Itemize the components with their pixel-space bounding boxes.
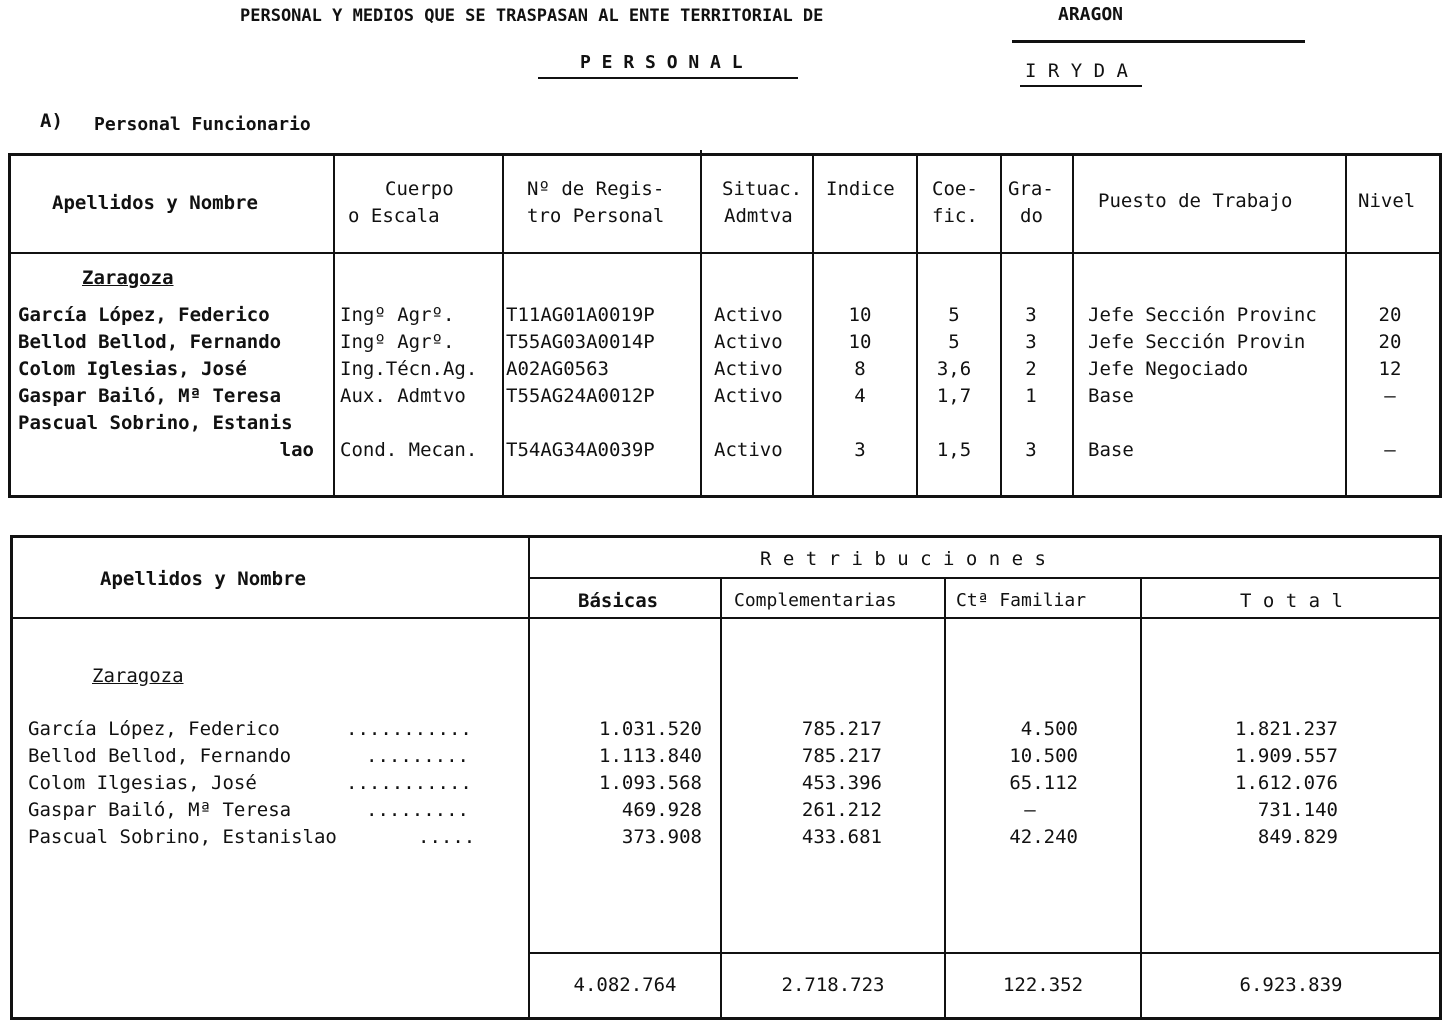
col-divider	[812, 155, 814, 496]
col-header-nivel: Nivel	[1358, 190, 1416, 212]
row-total: 1.612.076	[1235, 772, 1338, 794]
row-nivel: 20	[1378, 304, 1402, 326]
personnel-header-divider	[8, 252, 1442, 254]
row-indice: 10	[848, 304, 872, 326]
col-divider	[333, 155, 335, 496]
row-puesto: Jefe Negociado	[1088, 358, 1249, 380]
col-header-grado: Gra-	[1008, 178, 1054, 200]
total-total: 6.923.839	[1239, 974, 1343, 996]
row-nombre: Pascual Sobrino, Estanis	[18, 412, 293, 434]
row-nombre: Bellod Bellod, Fernando	[18, 331, 282, 353]
section-underline	[538, 77, 798, 79]
col-header-situacion-2: Admtva	[724, 205, 793, 227]
row-indice: 3	[854, 439, 866, 461]
section-heading: P E R S O N A L	[580, 52, 743, 73]
row-cuerpo: Ingº Agrº.	[340, 331, 455, 353]
region-underline	[1012, 40, 1305, 43]
row-puesto: Jefe Sección Provin	[1088, 331, 1306, 353]
row-registro: A02AG0563	[506, 358, 609, 380]
row-nombre: Pascual Sobrino, Estanislao	[28, 826, 337, 848]
row-registro: T54AG34A0039P	[506, 439, 655, 461]
row-complementarias: 433.681	[801, 826, 882, 848]
col-header-situacion: Situac.	[722, 178, 803, 200]
row-nivel: 12	[1378, 358, 1402, 380]
document-title: PERSONAL Y MEDIOS QUE SE TRASPASAN AL ENTE TERRITORIAL DE	[240, 6, 824, 26]
row-basicas: 373.908	[621, 826, 702, 848]
row-nombre: Colom Iglesias, José	[18, 358, 247, 380]
row-situacion: Activo	[714, 358, 783, 380]
col-header-coeficiente-2: fic.	[932, 205, 978, 227]
row-dots: .........	[366, 799, 469, 821]
row-nombre-cont: lao	[279, 439, 314, 461]
row-grado: 1	[1025, 385, 1037, 407]
row-cuerpo: Ingº Agrº.	[340, 304, 455, 326]
row-puesto: Base	[1088, 385, 1134, 407]
row-nombre: García López, Federico	[28, 718, 280, 740]
row-coeficiente: 3,6	[936, 358, 972, 380]
col-header-registro: Nº de Regis-	[527, 178, 665, 200]
row-total: 849.829	[1257, 826, 1338, 848]
col-header-cuerpo: Cuerpo	[385, 178, 454, 200]
row-familiar: 42.240	[1009, 826, 1078, 848]
total-familiar: 122.352	[1002, 974, 1084, 996]
col-divider	[502, 155, 504, 496]
total-basicas: 4.082.764	[573, 974, 677, 996]
row-nombre: Gaspar Bailó, Mª Teresa	[28, 799, 292, 821]
row-indice: 10	[848, 331, 872, 353]
group-label: Zaragoza	[92, 665, 184, 687]
row-registro: T11AG01A0019P	[506, 304, 655, 326]
col-header-complementarias: Complementarias	[734, 590, 897, 611]
row-puesto: Jefe Sección Provinc	[1088, 304, 1317, 326]
row-cuerpo: Cond. Mecan.	[340, 439, 478, 461]
row-nivel: –	[1384, 439, 1396, 461]
col-header-retribuciones: R e t r i b u c i o n e s	[760, 548, 1046, 570]
region-name: ARAGON	[1058, 4, 1124, 25]
row-familiar: 4.500	[1020, 718, 1078, 740]
row-complementarias: 261.212	[801, 799, 882, 821]
row-coeficiente: 1,7	[936, 385, 972, 407]
col-header-registro-2: tro Personal	[527, 205, 665, 227]
row-grado: 3	[1025, 439, 1037, 461]
col-header-familiar: Ctª Familiar	[956, 590, 1087, 611]
row-indice: 4	[854, 385, 866, 407]
col-header-puesto: Puesto de Trabajo	[1098, 190, 1293, 212]
row-puesto: Base	[1088, 439, 1134, 461]
total-complementarias: 2.718.723	[781, 974, 885, 996]
row-nombre: García López, Federico	[18, 304, 270, 326]
col-divider	[720, 578, 722, 1018]
row-nombre: Bellod Bellod, Fernando	[28, 745, 292, 767]
col-divider	[1345, 155, 1347, 496]
organism-name: I R Y D A	[1025, 60, 1128, 82]
row-situacion: Activo	[714, 304, 783, 326]
row-familiar: –	[1024, 799, 1036, 821]
row-basicas: 1.031.520	[599, 718, 702, 740]
organism-underline	[1020, 85, 1142, 87]
row-coeficiente: 5	[948, 304, 960, 326]
row-total: 1.909.557	[1235, 745, 1338, 767]
row-indice: 8	[854, 358, 866, 380]
col-header-nombre: Apellidos y Nombre	[52, 192, 258, 214]
row-basicas: 1.093.568	[599, 772, 702, 794]
row-dots: .....	[418, 826, 476, 848]
row-grado: 2	[1025, 358, 1037, 380]
col-divider	[528, 537, 530, 1018]
row-cuerpo: Ing.Técn.Ag.	[340, 358, 478, 380]
col-header-coeficiente: Coe-	[932, 178, 978, 200]
row-basicas: 1.113.840	[599, 745, 702, 767]
col-divider	[944, 578, 946, 1018]
col-header-basicas: Básicas	[578, 590, 659, 612]
row-grado: 3	[1025, 304, 1037, 326]
row-nivel: –	[1384, 385, 1396, 407]
col-header-cuerpo-2: o Escala	[348, 205, 440, 227]
row-coeficiente: 1,5	[936, 439, 972, 461]
row-basicas: 469.928	[621, 799, 702, 821]
row-nombre: Gaspar Bailó, Mª Teresa	[18, 385, 282, 407]
col-header-indice: Indice	[826, 178, 895, 200]
row-complementarias: 453.396	[801, 772, 882, 794]
row-dots: .........	[366, 745, 469, 767]
row-complementarias: 785.217	[801, 718, 882, 740]
row-total: 731.140	[1257, 799, 1338, 821]
row-dots: ...........	[346, 718, 472, 740]
row-total: 1.821.237	[1235, 718, 1338, 740]
col-divider	[1072, 155, 1074, 496]
row-registro: T55AG24A0012P	[506, 385, 655, 407]
row-situacion: Activo	[714, 331, 783, 353]
salary-header-divider	[10, 617, 1442, 619]
col-divider	[1140, 578, 1142, 1018]
row-grado: 3	[1025, 331, 1037, 353]
row-dots: ...........	[346, 772, 472, 794]
row-coeficiente: 5	[948, 331, 960, 353]
row-nombre: Colom Ilgesias, José	[28, 772, 257, 794]
section-title: Personal Funcionario	[94, 114, 311, 135]
row-nivel: 20	[1378, 331, 1402, 353]
col-header-grado-2: do	[1020, 205, 1043, 227]
group-label: Zaragoza	[82, 267, 174, 289]
row-familiar: 10.500	[1009, 745, 1078, 767]
row-familiar: 65.112	[1009, 772, 1078, 794]
col-header-total: T o t a l	[1240, 590, 1343, 612]
row-complementarias: 785.217	[801, 745, 882, 767]
row-situacion: Activo	[714, 385, 783, 407]
retribuciones-subdivider	[530, 577, 1442, 579]
col-divider	[700, 150, 702, 496]
row-cuerpo: Aux. Admtvo	[340, 385, 466, 407]
salary-totals-divider	[530, 952, 1442, 954]
section-marker: A)	[40, 110, 63, 132]
row-registro: T55AG03A0014P	[506, 331, 655, 353]
row-situacion: Activo	[714, 439, 783, 461]
col-header-nombre: Apellidos y Nombre	[100, 568, 306, 590]
